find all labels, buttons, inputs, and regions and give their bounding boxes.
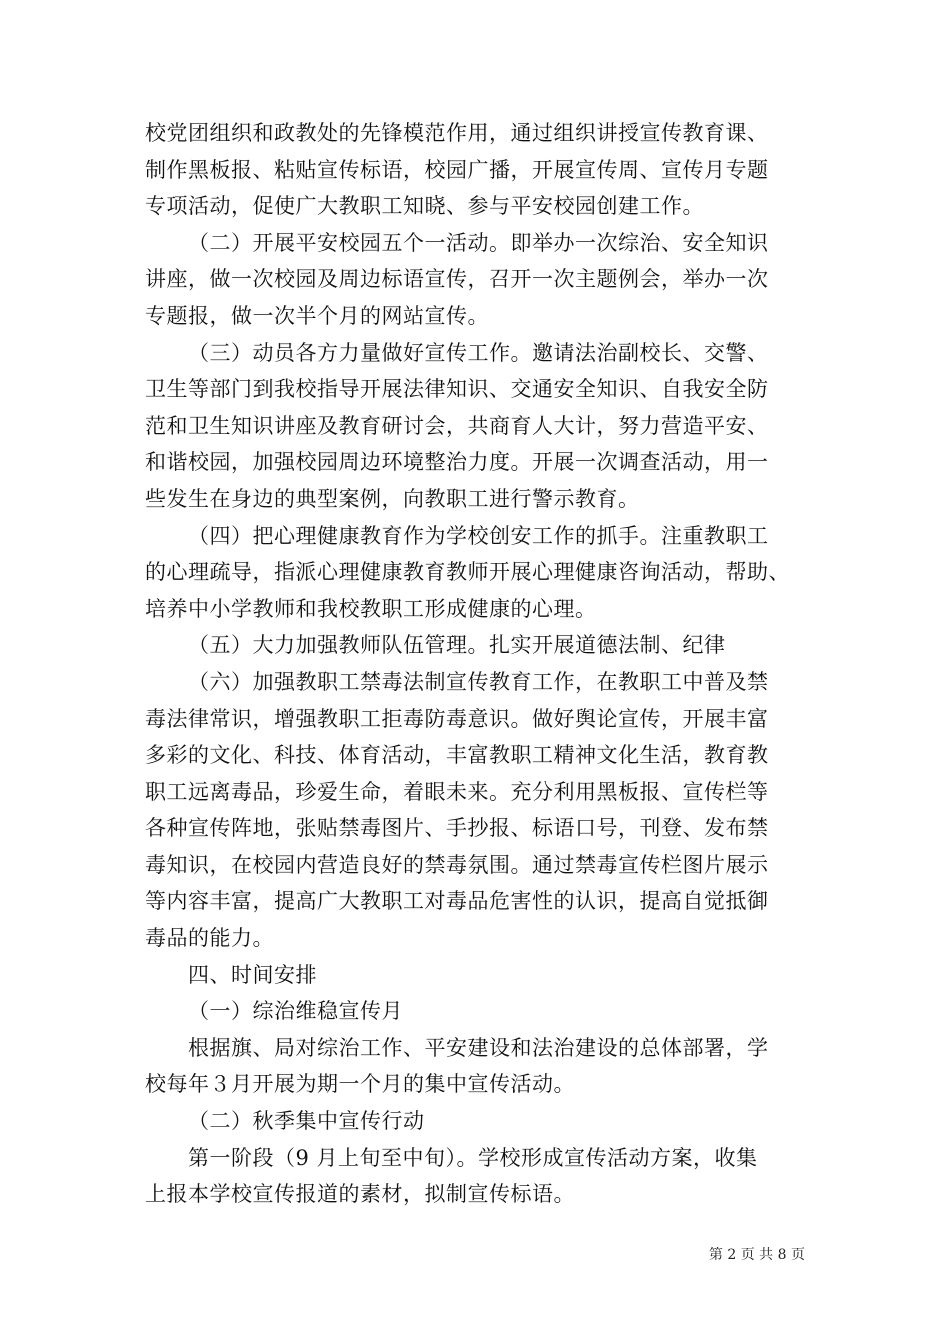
text-line: （六）加强教职工禁毒法制宣传教育工作，在教职工中普及禁 bbox=[188, 669, 769, 694]
text-line: 专题报，做一次半个月的网站宣传。 bbox=[145, 303, 489, 328]
text-line: 卫生等部门到我校指导开展法律知识、交通安全知识、自我安全防 bbox=[145, 377, 769, 402]
text-line: 制作黑板报、粘贴宣传标语，校园广播，开展宣传周、宣传月专题 bbox=[145, 157, 769, 182]
text-line: 等内容丰富，提高广大教职工对毒品危害性的认识，提高自觉抵御 bbox=[145, 889, 769, 914]
text-line: （三）动员各方力量做好宣传工作。邀请法治副校长、交警、 bbox=[188, 340, 769, 365]
text-line: 毒知识，在校园内营造良好的禁毒氛围。通过禁毒宣传栏图片展示 bbox=[145, 852, 769, 877]
text-line: 毒品的能力。 bbox=[145, 926, 274, 951]
text-line: 和谐校园，加强校园周边环境整治力度。开展一次调查活动，用一 bbox=[145, 450, 769, 475]
text-line: 校每年３月开展为期一个月的集中宣传活动。 bbox=[145, 1072, 575, 1097]
text-line: 根据旗、局对综治工作、平安建设和法治建设的总体部署，学 bbox=[188, 1035, 769, 1060]
text-line: 上报本学校宣传报道的素材，拟制宣传标语。 bbox=[145, 1182, 575, 1207]
text-line: 多彩的文化、科技、体育活动，丰富教职工精神文化生活，教育教 bbox=[145, 743, 769, 768]
text-line: 些发生在身边的典型案例，向教职工进行警示教育。 bbox=[145, 486, 640, 511]
text-line: 职工远离毒品，珍爱生命，着眼未来。充分利用黑板报、宣传栏等 bbox=[145, 779, 769, 804]
text-line: （一）综治维稳宣传月 bbox=[188, 999, 403, 1024]
text-line: 四、时间安排 bbox=[188, 962, 317, 987]
text-line: 讲座，做一次校园及周边标语宣传，召开一次主题例会，举办一次 bbox=[145, 267, 769, 292]
text-line: 第一阶段（9 月上旬至中旬）。学校形成宣传活动方案，收集 bbox=[188, 1145, 758, 1170]
text-line: 专项活动，促使广大教职工知晓、参与平安校园创建工作。 bbox=[145, 194, 704, 219]
document-body bbox=[145, 115, 815, 1213]
text-line: 培养中小学教师和我校教职工形成健康的心理。 bbox=[145, 596, 597, 621]
text-line: 范和卫生知识讲座及教育研讨会，共商育人大计，努力营造平安、 bbox=[145, 413, 769, 438]
text-line: （五）大力加强教师队伍管理。扎实开展道德法制、纪律 bbox=[188, 633, 726, 658]
page-number-footer: 第 2 页 共 8 页 bbox=[708, 1247, 805, 1263]
text-line: 各种宣传阵地，张贴禁毒图片、手抄报、标语口号，刊登、发布禁 bbox=[145, 816, 769, 841]
text-line: 毒法律常识，增强教职工拒毒防毒意识。做好舆论宣传，开展丰富 bbox=[145, 706, 769, 731]
text-line: （四）把心理健康教育作为学校创安工作的抓手。注重教职工 bbox=[188, 523, 769, 548]
text-line: 校党团组织和政教处的先锋模范作用，通过组织讲授宣传教育课、 bbox=[145, 121, 769, 145]
text-line: （二）秋季集中宣传行动 bbox=[188, 1109, 425, 1134]
text-line: 的心理疏导，指派心理健康教育教师开展心理健康咨询活动，帮助、 bbox=[145, 560, 790, 585]
text-line: （二）开展平安校园五个一活动。即举办一次综治、安全知识 bbox=[188, 230, 769, 255]
